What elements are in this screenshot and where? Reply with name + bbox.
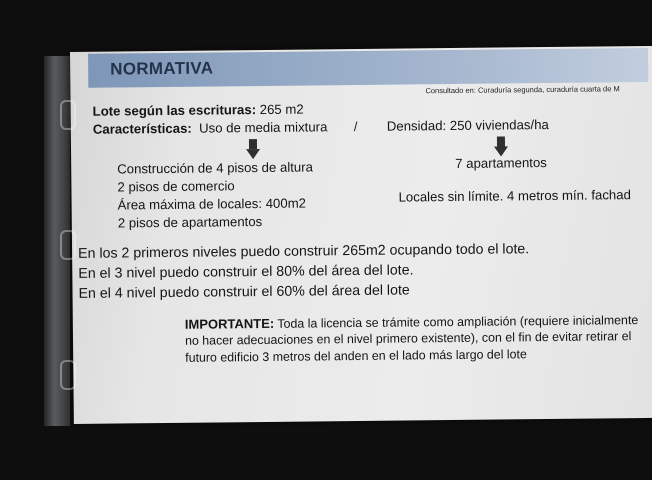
left-block-line: 2 pisos de apartamentos — [117, 213, 263, 231]
lote-label: Lote según las escrituras: — [92, 102, 257, 119]
arrow-down-icon — [494, 136, 508, 156]
separator-slash: / — [353, 118, 358, 135]
left-block-line: Construcción de 4 pisos de altura — [117, 159, 314, 177]
densidad-value: Densidad: 250 viviendas/ha — [386, 116, 549, 134]
document-sheet — [70, 46, 652, 424]
caracteristicas-line — [93, 119, 328, 136]
arrow-down-icon — [246, 139, 260, 159]
header-bar — [88, 48, 648, 88]
lote-line — [93, 102, 304, 119]
importante-label: IMPORTANTE: — [184, 315, 275, 332]
binder-rings — [60, 60, 76, 420]
importante-text-3: futuro edificio 3 metros del anden en el lado más largo del lote — [185, 347, 527, 365]
nivel-line: En el 4 nivel puedo construir el 60% del área del lote — [78, 282, 410, 302]
left-block-line: 2 pisos de comercio — [117, 178, 235, 195]
importante-text-1: Toda la licencia se trámite como ampliación (requiere inicialmente — [277, 313, 639, 331]
caracteristicas-label: Características: — [92, 120, 192, 137]
uso-value: Uso de media mixtura — [199, 119, 328, 136]
nivel-line: En el 3 nivel puedo construir el 80% del área del lote. — [78, 262, 414, 282]
consulted-note: Consultado en: Curaduría segunda, curaduría cuarta de M — [425, 84, 620, 96]
lote-value: 265 m2 — [259, 101, 304, 118]
locales-value: Locales sin límite. 4 metros mín. fachad — [398, 187, 631, 205]
left-block-line: Área máxima de locales: 400m2 — [117, 195, 307, 213]
importante-text-2: no hacer adecuaciones en el nivel primero existente), con el fin de evitar retirar el — [184, 329, 632, 348]
page-title: NORMATIVA — [110, 58, 214, 79]
nivel-line: En los 2 primeros niveles puedo construir 265m2 ocupando todo el lote. — [78, 241, 530, 262]
apartamentos-value: 7 apartamentos — [455, 155, 547, 171]
